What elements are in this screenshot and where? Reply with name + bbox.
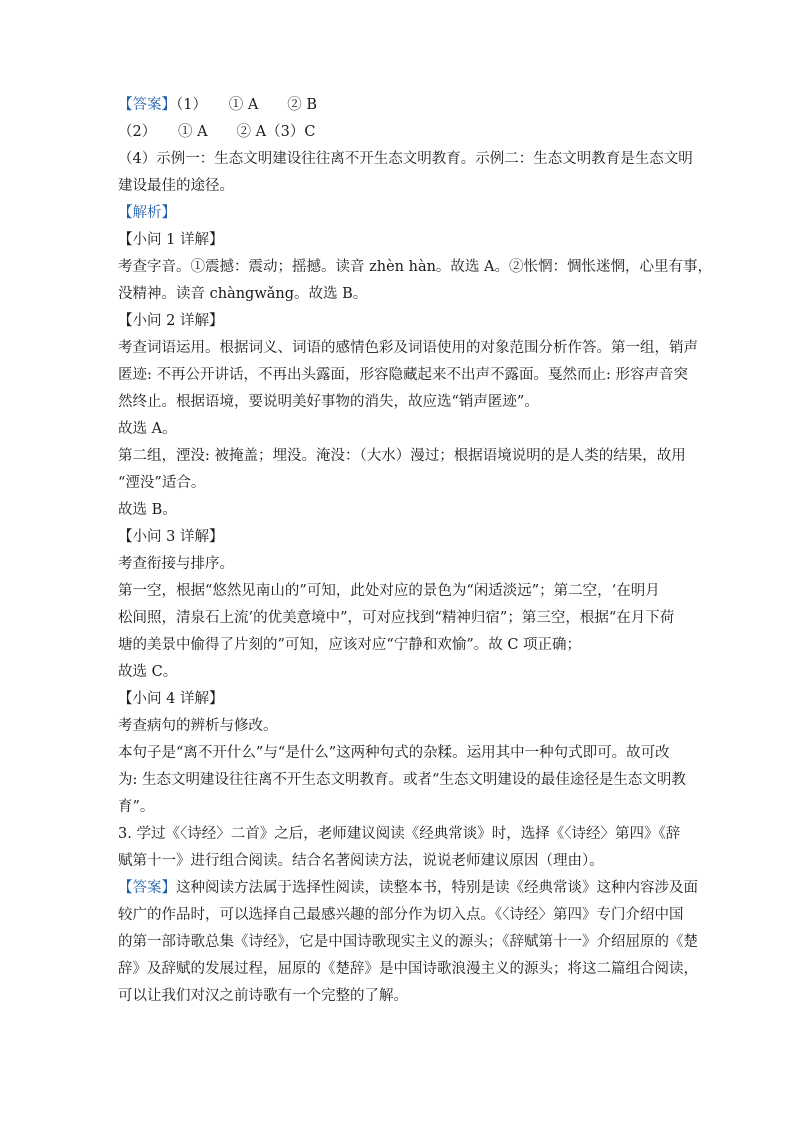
sub4-title: 【小问 4 详解】	[118, 691, 224, 707]
answer-line-2: （2） ① A ② A（3）C	[118, 124, 316, 140]
sub2-text-6: “湮没”适合。	[118, 475, 206, 491]
q3-answer-line-1: 【答案】这种阅读方法属于选择性阅读，读整本书，特别是读《经典常谈》这种内容涉及面	[118, 880, 698, 896]
sub4-text-2: 本句子是“离不开什么”与“是什么”这两种句式的杂糅。运用其中一种句式即可。故可改	[118, 745, 670, 761]
sub1-title: 【小问 1 详解】	[118, 232, 224, 248]
sub2-text-5: 第二组，湮没: 被掩盖；埋没。淹没：（大水）漫过；根据语境说明的是人类的结果，故用	[118, 448, 686, 464]
sub1-text-1: 考查字音。①震撼：震动；摇撼。读音 zhèn hàn。故选 A。②怅惘：惆怅迷惘，心里有事，	[118, 259, 713, 275]
q3-answer-line-5: 可以让我们对汉之前诗歌有一个完整的了解。	[118, 988, 408, 1004]
sub4-text-4: 育”。	[118, 799, 155, 815]
sub2-text-4: 故选 A。	[118, 421, 177, 437]
sub3-text-1: 考查衔接与排序。	[118, 556, 234, 572]
answer-line-1: 【答案】（1） ① A ② B	[118, 97, 318, 113]
sub2-text-2: 匿迹: 不再公开讲话，不再出头露面，形容隐藏起来不出声不露面。戛然而止: 形容声音突	[118, 367, 688, 383]
q3-answer-line-3: 的第一部诗歌总集《诗经》，它是中国诗歌现实主义的源头；《辞赋第十一》介绍屈原的《楚	[118, 934, 698, 950]
sub4-text-3: 为: 生态文明建设往往离不开生态文明教育。或者“生态文明建设的最佳途径是生态文明教	[118, 772, 686, 788]
sub3-text-3: 松间照，清泉石上流’的优美意境中”，可对应找到“精神归宿”；第三空，根据“在月下荷	[118, 610, 675, 626]
sub4-text-1: 考查病句的辨析与修改。	[118, 718, 278, 734]
question-3-text-2: 赋第十一》进行组合阅读。结合名著阅读方法，说说老师建议原因（理由）。	[118, 853, 604, 869]
sub3-text-4: 塘的美景中偷得了片刻的”可知，应该对应“宁静和欢愉”。故 C 项正确；	[118, 637, 582, 653]
sub2-text-7: 故选 B。	[118, 502, 177, 518]
sub3-text-5: 故选 C。	[118, 664, 178, 680]
answer-tag: 【答案】	[118, 880, 176, 896]
sub3-title: 【小问 3 详解】	[118, 529, 224, 545]
sub1-text-2: 没精神。读音 chàngwǎng。故选 B。	[118, 286, 368, 302]
document-page	[118, 92, 713, 1010]
sub3-text-2: 第一空，根据“悠然见南山的”可知，此处对应的景色为“闲适淡远”；第二空，‘在明月	[118, 583, 660, 599]
sub2-title: 【小问 2 详解】	[118, 313, 224, 329]
q3-answer-line-2: 较广的作品时，可以选择自己最感兴趣的部分作为切入点。《〈诗经〉第四》专门介绍中国	[118, 907, 684, 923]
sub2-text-1: 考查词语运用。根据词义、词语的感情色彩及词语使用的对象范围分析作答。第一组，销声	[118, 340, 698, 356]
q3-answer-line-4: 辞》及辞赋的发展过程，屈原的《楚辞》是中国诗歌浪漫主义的源头；将这二篇组合阅读，	[118, 961, 698, 977]
answer-line-3: （4）示例一：生态文明建设往往离不开生态文明教育。示例二：生态文明教育是生态文明	[118, 151, 693, 167]
question-3-text-1: 3. 学过《〈诗经〉二首》之后，老师建议阅读《经典常谈》时，选择《〈诗经〉第四》《辞	[118, 826, 681, 842]
analysis-tag: 【解析】	[118, 205, 176, 221]
answer-tag: 【答案】	[118, 97, 176, 113]
answer-line-4: 建设最佳的途径。	[118, 178, 234, 194]
sub2-text-3: 然终止。根据语境，要说明美好事物的消失，故应选“销声匿迹”。	[118, 394, 539, 410]
